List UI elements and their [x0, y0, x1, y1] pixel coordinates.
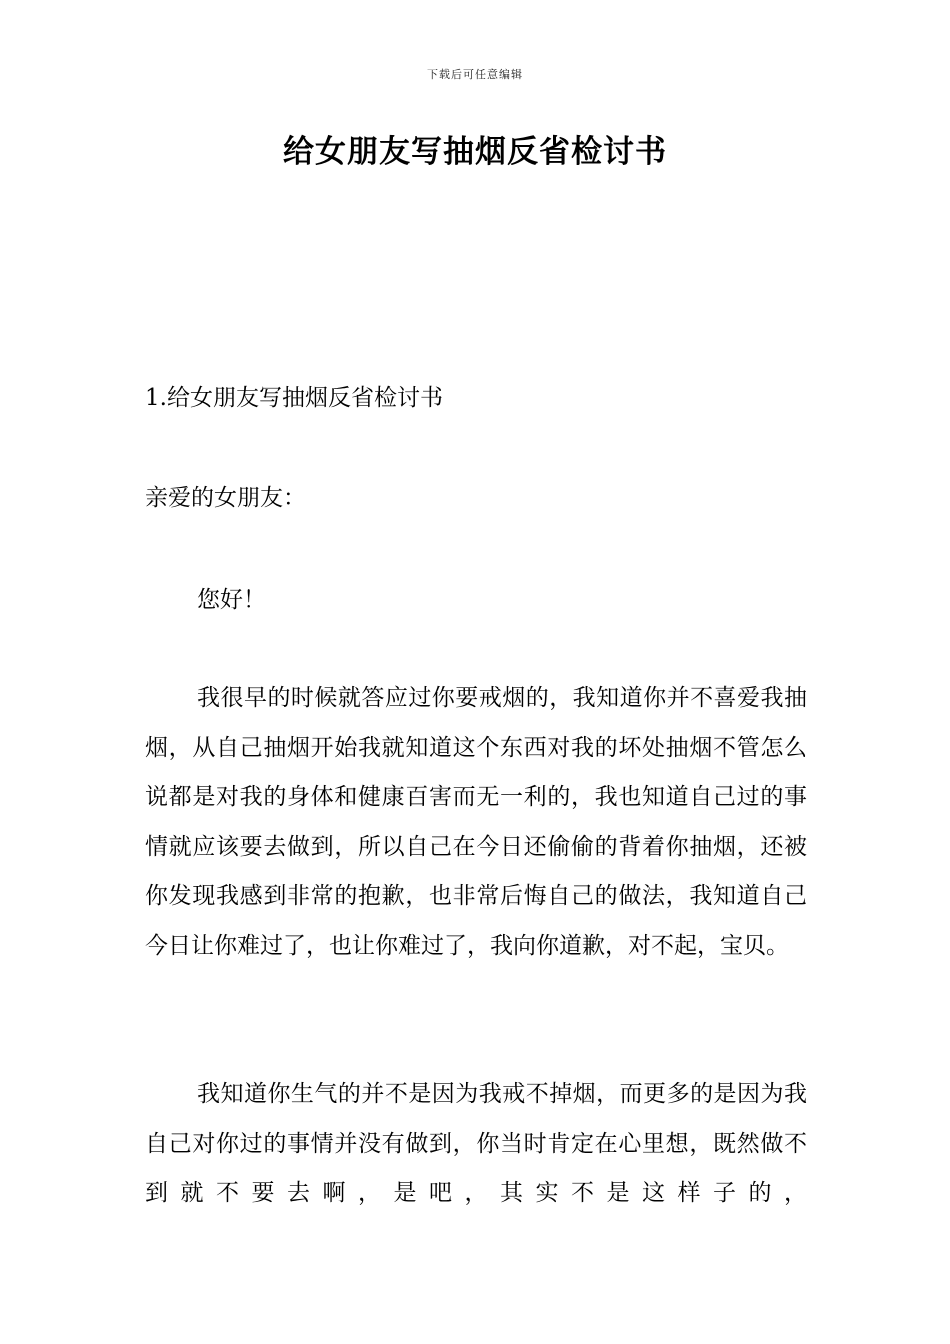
paragraph-2 [145, 1070, 807, 1219]
greeting [145, 576, 807, 626]
paragraph-1-text: 我很早的时候就答应过你要戒烟的，我知道你并不喜爱我抽烟，从自己抽烟开始我就知道这个东西对我的坏处抽烟不管怎么说都是对我的身体和健康百害而无一利的，我也知道自己过的事情就应该要去做到，所以自己在今日还偷偷的背着你抽烟，还被你发现我感到非常的抱歉，也非常后悔自己的做法，我知道自己今日让你难过了，也让你难过了，我向你道歉，对不起，宝贝。 [145, 685, 807, 959]
header-note: 下载后可任意编辑 [427, 68, 523, 81]
salutation [145, 474, 807, 524]
greeting-text: 您好！ [197, 587, 266, 613]
section-heading-text: 1.给女朋友写抽烟反省检讨书 [145, 385, 443, 411]
salutation-text: 亲爱的女朋友： [145, 485, 306, 511]
document-title: 给女朋友写抽烟反省检讨书 [283, 134, 667, 170]
paragraph-2-text: 我知道你生气的并不是因为我戒不掉烟，而更多的是因为我自己对你过的事情并没有做到，你当时肯定在心里想，既然做不到就不要去啊，是吧，其实不是这样子的， [145, 1081, 807, 1206]
section-heading [145, 374, 807, 424]
paragraph-1 [145, 674, 807, 971]
